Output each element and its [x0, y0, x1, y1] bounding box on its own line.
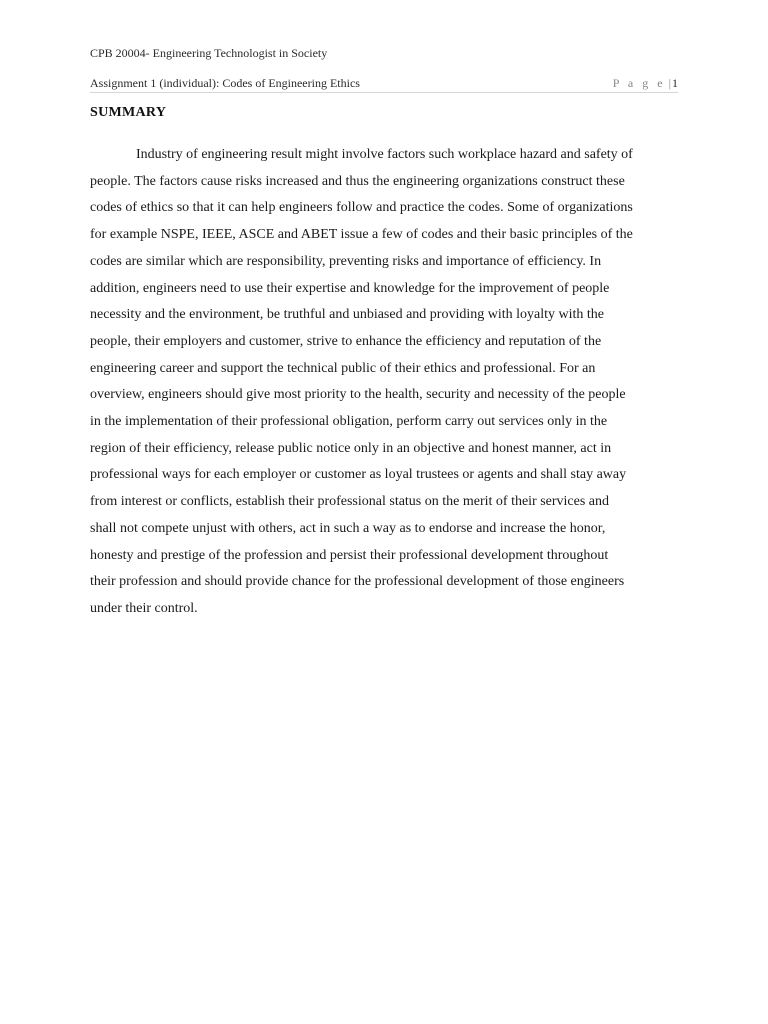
paragraph-line: their profession and should provide chance for the professional development of those engineers [90, 574, 625, 590]
course-title: CPB 20004- Engineering Technologist in Society [90, 46, 328, 60]
paragraph-line: overview, engineers should give most priority to the health, security and necessity of the people [90, 387, 626, 403]
paragraph-line: codes are similar which are responsibility, preventing risks and importance of efficiency. In [90, 253, 602, 269]
paragraph-line: shall not compete unjust with others, act in such a way as to endorse and increase the honor, [90, 520, 606, 536]
assignment-title: Assignment 1 (individual): Codes of Engineering Ethics [90, 76, 360, 90]
paragraph-line: people, their employers and customer, strive to enhance the efficiency and reputation of the [90, 333, 602, 349]
paragraph-line: honesty and prestige of the profession and persist their professional development throughout [90, 547, 609, 563]
paragraph-line: for example NSPE, IEEE, ASCE and ABET issue a few of codes and their basic principles of the [90, 227, 633, 243]
paragraph-line: professional ways for each employer or customer as loyal trustees or agents and shall stay away [90, 467, 627, 483]
header-row [90, 74, 678, 93]
page-indicator [613, 74, 678, 92]
paragraph-line: necessity and the environment, be truthful and unbiased and providing with loyalty with the [90, 307, 605, 323]
paragraph-line: addition, engineers need to use their expertise and knowledge for the improvement of people [90, 280, 610, 296]
paragraph-line: people. The factors cause risks increased and thus the engineering organizations construct these [90, 173, 625, 189]
summary-paragraph [90, 142, 678, 623]
page-label: P a g e [612, 76, 666, 90]
paragraph-line: under their control. [90, 600, 198, 616]
paragraph-line: region of their efficiency, release public notice only in an objective and honest manner, act in [90, 440, 612, 456]
page-separator: | [668, 76, 671, 90]
paragraph-line: in the implementation of their professional obligation, perform carry out services only in the [90, 414, 608, 430]
paragraph-line: engineering career and support the technical public of their ethics and professional. For an [90, 360, 596, 376]
page-number: 1 [672, 76, 678, 90]
paragraph-line: Industry of engineering result might involve factors such workplace hazard and safety of [136, 147, 633, 162]
page-header [90, 44, 678, 93]
section-title: SUMMARY [90, 105, 167, 120]
paragraph-line: codes of ethics so that it can help engineers follow and practice the codes. Some of organizations [90, 200, 633, 216]
paragraph-line: from interest or conflicts, establish their professional status on the merit of their services and [90, 494, 610, 510]
